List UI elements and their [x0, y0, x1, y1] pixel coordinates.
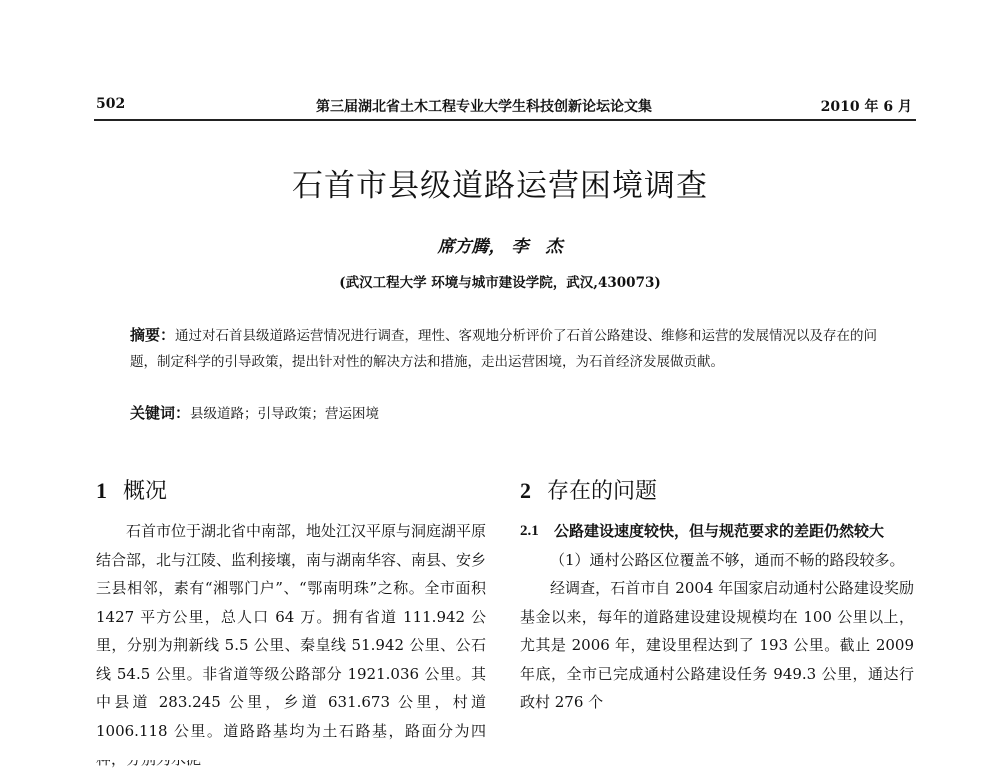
abstract [130, 322, 890, 375]
subsection-number: 2.1 [520, 523, 539, 539]
header-rule [94, 119, 916, 121]
publication-date: 2010 年 6 月 [820, 99, 912, 115]
keywords-text: 县级道路；引导政策；营运困境 [190, 406, 380, 422]
subsection-title: 公路建设速度较快，但与规范要求的差距仍然较大 [554, 522, 885, 540]
journal-title: 第三届湖北省土木工程专业大学生科技创新论坛论文集 [316, 99, 652, 115]
authors: 席方腾， 李 杰 [437, 237, 563, 257]
affiliation: (武汉工程大学 环境与城市建设学院，武汉,430073) [339, 275, 661, 291]
overview-paragraph: 石首市位于湖北省中南部，地处江汉平原与洞庭湖平原结合部，北与江陵、监利接壤，南与湖南华容、南县、安乡三县相邻，素有“湘鄂门户”、“鄂南明珠”之称。全市面积 1427 平方公里，总人口 64 万。拥有省道 111.942 公里，分别为荆新线 5.5 公里、秦皇线 51.942 公里、公石线 54.5 公里。非省道等级公路部分 1921.036 公里。其中县道 283.245 公里，乡道 631.673 公里，村道 1006.118 公里。道路路基均为土石路基，路面分为四 [96, 522, 487, 740]
section-title: 存在的问题 [547, 479, 658, 504]
problem-paragraph-1: （1）通村公路区位覆盖不够，通而不畅的路段较多。 [550, 550, 905, 569]
keywords [130, 400, 890, 427]
page-bottom-edge [0, 748, 1000, 760]
right-column [520, 517, 914, 717]
section-title: 概况 [123, 479, 168, 504]
problem-paragraph-2: 经调查，石首市自 2004 年国家启动通村公路建设奖励基金以来，每年的道路建设建设规模均在 100 公里以上，尤其是 2006 年，建设里程达到了 193 公里。截止 2009 年底，全市已完成通村公路建设任务 949.3 公里，通达行政村 276 个 [520, 579, 914, 711]
keywords-label: 关键词： [130, 404, 191, 422]
section-number: 1 [96, 478, 107, 503]
section-heading-2 [520, 474, 657, 505]
paper-title: 石首市县级道路运营困境调查 [292, 168, 708, 204]
section-heading-1 [96, 474, 167, 505]
section-number: 2 [520, 478, 531, 503]
subsection-heading [520, 517, 914, 546]
abstract-label: 摘要： [130, 326, 176, 344]
left-column [96, 517, 486, 774]
page-number: 502 [96, 96, 126, 112]
abstract-text: 通过对石首县级道路运营情况进行调查，理性、客观地分析评价了石首公路建设、维修和运营的发展情况以及存在的问题，制定科学的引导政策，提出针对性的解决方法和措施，走出运营困境，为石首经济发展做贡献。 [130, 328, 878, 370]
